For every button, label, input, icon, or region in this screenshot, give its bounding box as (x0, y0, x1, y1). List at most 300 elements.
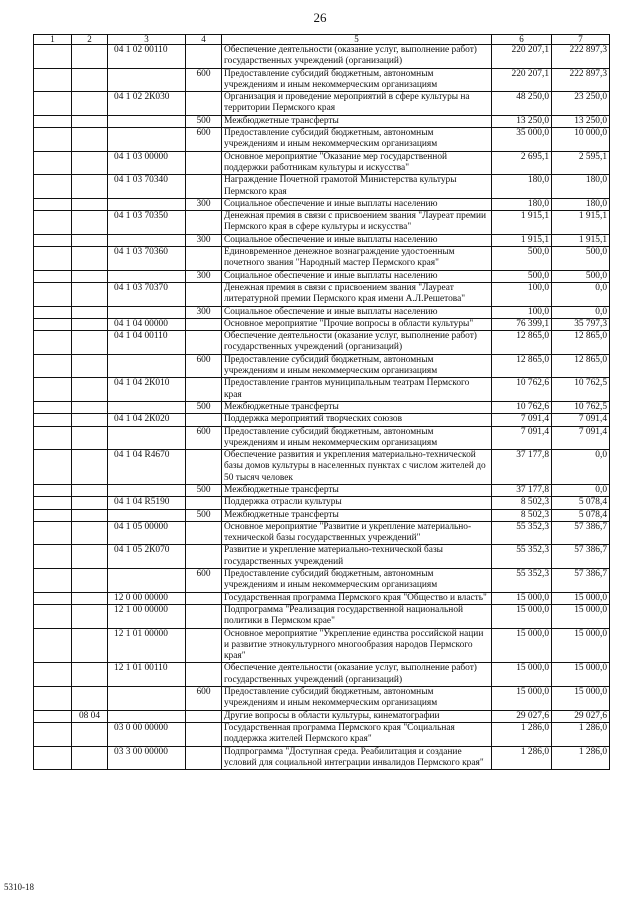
cell-description: Развитие и укрепление материально-технической базы государственных учреждений (222, 545, 492, 569)
cell-target-code: 04 1 04 2К020 (108, 414, 186, 426)
cell-expense-type (186, 592, 222, 604)
cell-amount-1: 220 207,1 (492, 45, 552, 69)
table-row (34, 198, 610, 210)
cell-amount-1: 8 502,3 (492, 497, 552, 509)
cell-col1 (34, 115, 72, 127)
cell-expense-type (186, 282, 222, 306)
cell-amount-2: 57 386,7 (552, 545, 610, 569)
cell-amount-2: 0,0 (552, 484, 610, 496)
cell-amount-1: 15 000,0 (492, 663, 552, 687)
cell-col1 (34, 306, 72, 318)
cell-description: Обеспечение развития и укрепления материально-технической базы домов культуры в населенных пунктах с числом жителей до 50 тысяч человек (222, 450, 492, 485)
cell-description: Поддержка отрасли культуры (222, 497, 492, 509)
cell-section-code (72, 331, 108, 355)
cell-col1 (34, 746, 72, 770)
cell-description: Обеспечение деятельности (оказание услуг, выполнение работ) государственных учреждений (организаций) (222, 45, 492, 69)
cell-amount-2: 12 865,0 (552, 331, 610, 355)
cell-target-code (108, 68, 186, 92)
cell-target-code: 12 0 00 00000 (108, 592, 186, 604)
table-header-row (34, 35, 610, 45)
cell-section-code (72, 450, 108, 485)
cell-amount-1: 7 091,4 (492, 426, 552, 450)
cell-description: Государственная программа Пермского края "Общество и власть" (222, 592, 492, 604)
table-row (34, 663, 610, 687)
cell-amount-1: 76 399,1 (492, 318, 552, 330)
cell-section-code (72, 234, 108, 246)
cell-target-code: 04 1 05 2К070 (108, 545, 186, 569)
cell-amount-1: 220 207,1 (492, 68, 552, 92)
table-row (34, 401, 610, 413)
cell-description: Денежная премия в связи с присвоением звания "Лауреат литературной премии Пермского края имени А.Л.Решетова" (222, 282, 492, 306)
cell-amount-2: 15 000,0 (552, 592, 610, 604)
cell-amount-2: 29 027,6 (552, 710, 610, 722)
cell-description: Предоставление субсидий бюджетным, автономным учреждениям и иным некоммерческим организациям (222, 68, 492, 92)
cell-target-code: 03 0 00 00000 (108, 722, 186, 746)
cell-target-code (108, 426, 186, 450)
cell-amount-1: 15 000,0 (492, 628, 552, 663)
cell-amount-1: 7 091,4 (492, 414, 552, 426)
cell-target-code: 04 1 04 00000 (108, 318, 186, 330)
cell-expense-type (186, 710, 222, 722)
table-row (34, 592, 610, 604)
cell-col1 (34, 569, 72, 593)
cell-amount-2: 1 915,1 (552, 211, 610, 235)
cell-col1 (34, 92, 72, 116)
cell-target-code (108, 710, 186, 722)
cell-expense-type: 300 (186, 234, 222, 246)
cell-target-code (108, 569, 186, 593)
table-row (34, 450, 610, 485)
cell-section-code (72, 92, 108, 116)
cell-target-code: 04 1 04 2К010 (108, 378, 186, 402)
cell-section-code (72, 604, 108, 628)
table-row (34, 497, 610, 509)
cell-amount-2: 10 762,5 (552, 401, 610, 413)
cell-col1 (34, 45, 72, 69)
cell-col1 (34, 198, 72, 210)
cell-col1 (34, 331, 72, 355)
cell-expense-type: 600 (186, 569, 222, 593)
cell-amount-2: 222 897,3 (552, 45, 610, 69)
cell-expense-type (186, 722, 222, 746)
cell-amount-1: 55 352,3 (492, 569, 552, 593)
cell-description: Предоставление субсидий бюджетным, автономным учреждениям и иным некоммерческим организациям (222, 569, 492, 593)
cell-section-code: 08 04 (72, 710, 108, 722)
cell-expense-type (186, 92, 222, 116)
table-row (34, 484, 610, 496)
cell-expense-type (186, 663, 222, 687)
cell-target-code (108, 198, 186, 210)
table-row (34, 115, 610, 127)
cell-amount-1: 180,0 (492, 198, 552, 210)
cell-description: Предоставление субсидий бюджетным, автономным учреждениям и иным некоммерческим организациям (222, 687, 492, 711)
cell-amount-1: 12 865,0 (492, 331, 552, 355)
cell-description: Межбюджетные трансферты (222, 401, 492, 413)
header-cell: 2 (72, 35, 108, 45)
cell-amount-1: 55 352,3 (492, 521, 552, 545)
cell-expense-type: 300 (186, 198, 222, 210)
cell-target-code (108, 401, 186, 413)
cell-amount-1: 48 250,0 (492, 92, 552, 116)
cell-target-code: 04 1 05 00000 (108, 521, 186, 545)
cell-target-code (108, 687, 186, 711)
cell-description: Другие вопросы в области культуры, кинематографии (222, 710, 492, 722)
table-row (34, 687, 610, 711)
cell-amount-1: 10 762,6 (492, 378, 552, 402)
cell-expense-type (186, 545, 222, 569)
cell-description: Государственная программа Пермского края "Социальная поддержка жителей Пермского края" (222, 722, 492, 746)
cell-description: Поддержка мероприятий творческих союзов (222, 414, 492, 426)
cell-amount-1: 1 915,1 (492, 211, 552, 235)
cell-amount-2: 180,0 (552, 175, 610, 199)
cell-description: Награждение Почетной грамотой Министерства культуры Пермского края (222, 175, 492, 199)
cell-target-code (108, 509, 186, 521)
cell-expense-type (186, 378, 222, 402)
cell-section-code (72, 628, 108, 663)
table-row (34, 234, 610, 246)
cell-col1 (34, 484, 72, 496)
cell-target-code: 04 1 03 70340 (108, 175, 186, 199)
cell-expense-type: 600 (186, 128, 222, 152)
table-row (34, 426, 610, 450)
cell-description: Межбюджетные трансферты (222, 484, 492, 496)
cell-target-code: 04 1 02 00110 (108, 45, 186, 69)
header-cell: 3 (108, 35, 186, 45)
cell-col1 (34, 592, 72, 604)
cell-col1 (34, 628, 72, 663)
cell-amount-1: 1 915,1 (492, 234, 552, 246)
table-row (34, 282, 610, 306)
cell-amount-2: 0,0 (552, 450, 610, 485)
cell-col1 (34, 247, 72, 271)
cell-col1 (34, 68, 72, 92)
cell-section-code (72, 151, 108, 175)
cell-description: Предоставление субсидий бюджетным, автономным учреждениям и иным некоммерческим организациям (222, 426, 492, 450)
cell-section-code (72, 484, 108, 496)
cell-col1 (34, 710, 72, 722)
cell-section-code (72, 45, 108, 69)
cell-amount-1: 1 286,0 (492, 722, 552, 746)
cell-amount-2: 1 286,0 (552, 722, 610, 746)
cell-col1 (34, 450, 72, 485)
table-row (34, 521, 610, 545)
table-row (34, 628, 610, 663)
cell-amount-1: 37 177,8 (492, 484, 552, 496)
cell-amount-1: 12 865,0 (492, 354, 552, 378)
cell-section-code (72, 282, 108, 306)
cell-target-code (108, 270, 186, 282)
cell-description: Обеспечение деятельности (оказание услуг, выполнение работ) государственных учреждений (организаций) (222, 331, 492, 355)
cell-section-code (72, 569, 108, 593)
cell-expense-type (186, 450, 222, 485)
cell-section-code (72, 175, 108, 199)
cell-expense-type (186, 175, 222, 199)
cell-col1 (34, 545, 72, 569)
table-row (34, 710, 610, 722)
cell-amount-2: 13 250,0 (552, 115, 610, 127)
cell-amount-2: 23 250,0 (552, 92, 610, 116)
cell-expense-type: 600 (186, 687, 222, 711)
cell-target-code: 12 1 01 00110 (108, 663, 186, 687)
cell-col1 (34, 128, 72, 152)
cell-description: Денежная премия в связи с присвоением звания "Лауреат премии Пермского края в сфере культуры и искусства" (222, 211, 492, 235)
cell-description: Предоставление грантов муниципальным театрам Пермского края (222, 378, 492, 402)
cell-section-code (72, 128, 108, 152)
cell-col1 (34, 234, 72, 246)
table-row (34, 318, 610, 330)
cell-col1 (34, 663, 72, 687)
cell-expense-type: 600 (186, 354, 222, 378)
cell-amount-1: 500,0 (492, 270, 552, 282)
cell-col1 (34, 378, 72, 402)
cell-description: Основное мероприятие "Укрепление единства российской нации и развитие этнокультурного многообразия народов Пермского края" (222, 628, 492, 663)
cell-description: Основное мероприятие "Оказание мер государственной поддержки работникам культуры и искусства" (222, 151, 492, 175)
cell-col1 (34, 604, 72, 628)
cell-amount-2: 180,0 (552, 198, 610, 210)
cell-target-code: 04 1 04 R4670 (108, 450, 186, 485)
cell-target-code (108, 128, 186, 152)
cell-amount-1: 1 286,0 (492, 746, 552, 770)
cell-target-code: 04 1 03 70360 (108, 247, 186, 271)
cell-amount-2: 57 386,7 (552, 521, 610, 545)
cell-expense-type (186, 604, 222, 628)
cell-expense-type (186, 628, 222, 663)
cell-amount-2: 0,0 (552, 306, 610, 318)
cell-col1 (34, 151, 72, 175)
cell-section-code (72, 270, 108, 282)
cell-target-code (108, 115, 186, 127)
cell-description: Организация и проведение мероприятий в сфере культуры на территории Пермского края (222, 92, 492, 116)
cell-amount-1: 100,0 (492, 306, 552, 318)
footer-code: 5310-18 (4, 882, 34, 892)
cell-target-code: 12 1 00 00000 (108, 604, 186, 628)
cell-amount-1: 13 250,0 (492, 115, 552, 127)
cell-col1 (34, 211, 72, 235)
cell-col1 (34, 270, 72, 282)
cell-amount-2: 7 091,4 (552, 426, 610, 450)
table-row (34, 545, 610, 569)
cell-expense-type (186, 247, 222, 271)
cell-amount-1: 35 000,0 (492, 128, 552, 152)
cell-section-code (72, 68, 108, 92)
table-row (34, 68, 610, 92)
cell-expense-type: 600 (186, 426, 222, 450)
table-row (34, 722, 610, 746)
cell-section-code (72, 354, 108, 378)
cell-description: Обеспечение деятельности (оказание услуг, выполнение работ) государственных учреждений (организаций) (222, 663, 492, 687)
header-cell: 1 (34, 35, 72, 45)
cell-target-code: 04 1 04 R5190 (108, 497, 186, 509)
cell-description: Социальное обеспечение и иные выплаты населению (222, 198, 492, 210)
cell-amount-2: 15 000,0 (552, 663, 610, 687)
cell-col1 (34, 509, 72, 521)
header-cell: 4 (186, 35, 222, 45)
cell-expense-type: 500 (186, 401, 222, 413)
cell-amount-2: 2 595,1 (552, 151, 610, 175)
header-cell: 5 (222, 35, 492, 45)
cell-expense-type (186, 211, 222, 235)
table-row (34, 331, 610, 355)
table-row (34, 414, 610, 426)
cell-col1 (34, 497, 72, 509)
cell-target-code: 04 1 03 70350 (108, 211, 186, 235)
table-row (34, 92, 610, 116)
cell-amount-1: 55 352,3 (492, 545, 552, 569)
header-cell: 6 (492, 35, 552, 45)
cell-target-code: 04 1 02 2К030 (108, 92, 186, 116)
cell-amount-2: 15 000,0 (552, 604, 610, 628)
table-row (34, 211, 610, 235)
cell-col1 (34, 175, 72, 199)
cell-section-code (72, 115, 108, 127)
page-number: 26 (313, 10, 327, 25)
cell-amount-1: 500,0 (492, 247, 552, 271)
cell-amount-1: 15 000,0 (492, 592, 552, 604)
cell-target-code: 04 1 03 70370 (108, 282, 186, 306)
cell-col1 (34, 414, 72, 426)
cell-section-code (72, 211, 108, 235)
cell-amount-2: 10 762,5 (552, 378, 610, 402)
cell-description: Социальное обеспечение и иные выплаты населению (222, 234, 492, 246)
cell-description: Межбюджетные трансферты (222, 115, 492, 127)
cell-section-code (72, 198, 108, 210)
cell-target-code (108, 306, 186, 318)
cell-section-code (72, 722, 108, 746)
budget-table (33, 34, 610, 770)
table-row (34, 378, 610, 402)
cell-expense-type: 300 (186, 270, 222, 282)
table-row (34, 604, 610, 628)
cell-amount-2: 35 797,3 (552, 318, 610, 330)
cell-expense-type: 500 (186, 115, 222, 127)
cell-section-code (72, 318, 108, 330)
cell-section-code (72, 592, 108, 604)
cell-section-code (72, 521, 108, 545)
table-row (34, 175, 610, 199)
cell-amount-2: 15 000,0 (552, 687, 610, 711)
table-row (34, 569, 610, 593)
table-row (34, 128, 610, 152)
cell-section-code (72, 414, 108, 426)
cell-amount-2: 500,0 (552, 270, 610, 282)
cell-description: Подпрограмма "Доступная среда. Реабилитация и создание условий для социальной интеграции инвалидов Пермского края" (222, 746, 492, 770)
cell-expense-type (186, 331, 222, 355)
cell-target-code (108, 354, 186, 378)
cell-section-code (72, 378, 108, 402)
table-row (34, 306, 610, 318)
cell-amount-1: 29 027,6 (492, 710, 552, 722)
cell-amount-2: 5 078,4 (552, 497, 610, 509)
cell-col1 (34, 318, 72, 330)
cell-section-code (72, 306, 108, 318)
cell-amount-2: 5 078,4 (552, 509, 610, 521)
cell-target-code (108, 484, 186, 496)
cell-amount-2: 222 897,3 (552, 68, 610, 92)
cell-amount-2: 500,0 (552, 247, 610, 271)
cell-expense-type: 500 (186, 484, 222, 496)
cell-expense-type (186, 318, 222, 330)
cell-target-code: 04 1 04 00110 (108, 331, 186, 355)
cell-section-code (72, 426, 108, 450)
table-row (34, 151, 610, 175)
cell-expense-type (186, 45, 222, 69)
cell-description: Основное мероприятие "Развитие и укрепление материально-технической базы государственных учреждений" (222, 521, 492, 545)
cell-description: Предоставление субсидий бюджетным, автономным учреждениям и иным некоммерческим организациям (222, 354, 492, 378)
cell-target-code: 04 1 03 00000 (108, 151, 186, 175)
cell-section-code (72, 746, 108, 770)
cell-description: Подпрограмма "Реализация государственной национальной политики в Пермском крае" (222, 604, 492, 628)
cell-target-code (108, 234, 186, 246)
cell-description: Предоставление субсидий бюджетным, автономным учреждениям и иным некоммерческим организациям (222, 128, 492, 152)
cell-expense-type (186, 497, 222, 509)
cell-description: Единовременное денежное вознаграждение удостоенным почетного звания "Народный мастер Пермского края" (222, 247, 492, 271)
cell-amount-1: 37 177,8 (492, 450, 552, 485)
cell-amount-2: 10 000,0 (552, 128, 610, 152)
cell-target-code: 03 3 00 00000 (108, 746, 186, 770)
cell-section-code (72, 545, 108, 569)
cell-section-code (72, 509, 108, 521)
table-row (34, 509, 610, 521)
cell-amount-1: 8 502,3 (492, 509, 552, 521)
cell-col1 (34, 687, 72, 711)
table-row (34, 270, 610, 282)
cell-amount-1: 15 000,0 (492, 604, 552, 628)
cell-expense-type: 300 (186, 306, 222, 318)
cell-description: Социальное обеспечение и иные выплаты населению (222, 306, 492, 318)
cell-target-code: 12 1 01 00000 (108, 628, 186, 663)
cell-amount-2: 12 865,0 (552, 354, 610, 378)
cell-expense-type (186, 414, 222, 426)
header-cell: 7 (552, 35, 610, 45)
cell-amount-2: 7 091,4 (552, 414, 610, 426)
cell-description: Основное мероприятие "Прочие вопросы в области культуры" (222, 318, 492, 330)
cell-section-code (72, 687, 108, 711)
cell-description: Межбюджетные трансферты (222, 509, 492, 521)
table-row (34, 45, 610, 69)
cell-col1 (34, 401, 72, 413)
table-row (34, 354, 610, 378)
cell-amount-1: 180,0 (492, 175, 552, 199)
cell-amount-2: 57 386,7 (552, 569, 610, 593)
cell-expense-type (186, 746, 222, 770)
cell-amount-2: 0,0 (552, 282, 610, 306)
cell-amount-1: 10 762,6 (492, 401, 552, 413)
cell-section-code (72, 497, 108, 509)
cell-col1 (34, 282, 72, 306)
cell-col1 (34, 722, 72, 746)
table-row (34, 247, 610, 271)
cell-amount-1: 2 695,1 (492, 151, 552, 175)
cell-expense-type: 500 (186, 509, 222, 521)
table-row (34, 746, 610, 770)
cell-expense-type: 600 (186, 68, 222, 92)
cell-amount-2: 1 915,1 (552, 234, 610, 246)
cell-section-code (72, 663, 108, 687)
table-body (34, 45, 610, 770)
cell-expense-type (186, 521, 222, 545)
cell-description: Социальное обеспечение и иные выплаты населению (222, 270, 492, 282)
cell-expense-type (186, 151, 222, 175)
cell-section-code (72, 247, 108, 271)
cell-amount-1: 15 000,0 (492, 687, 552, 711)
cell-col1 (34, 521, 72, 545)
cell-section-code (72, 401, 108, 413)
cell-col1 (34, 426, 72, 450)
cell-col1 (34, 354, 72, 378)
cell-amount-2: 15 000,0 (552, 628, 610, 663)
cell-amount-2: 1 286,0 (552, 746, 610, 770)
cell-amount-1: 100,0 (492, 282, 552, 306)
